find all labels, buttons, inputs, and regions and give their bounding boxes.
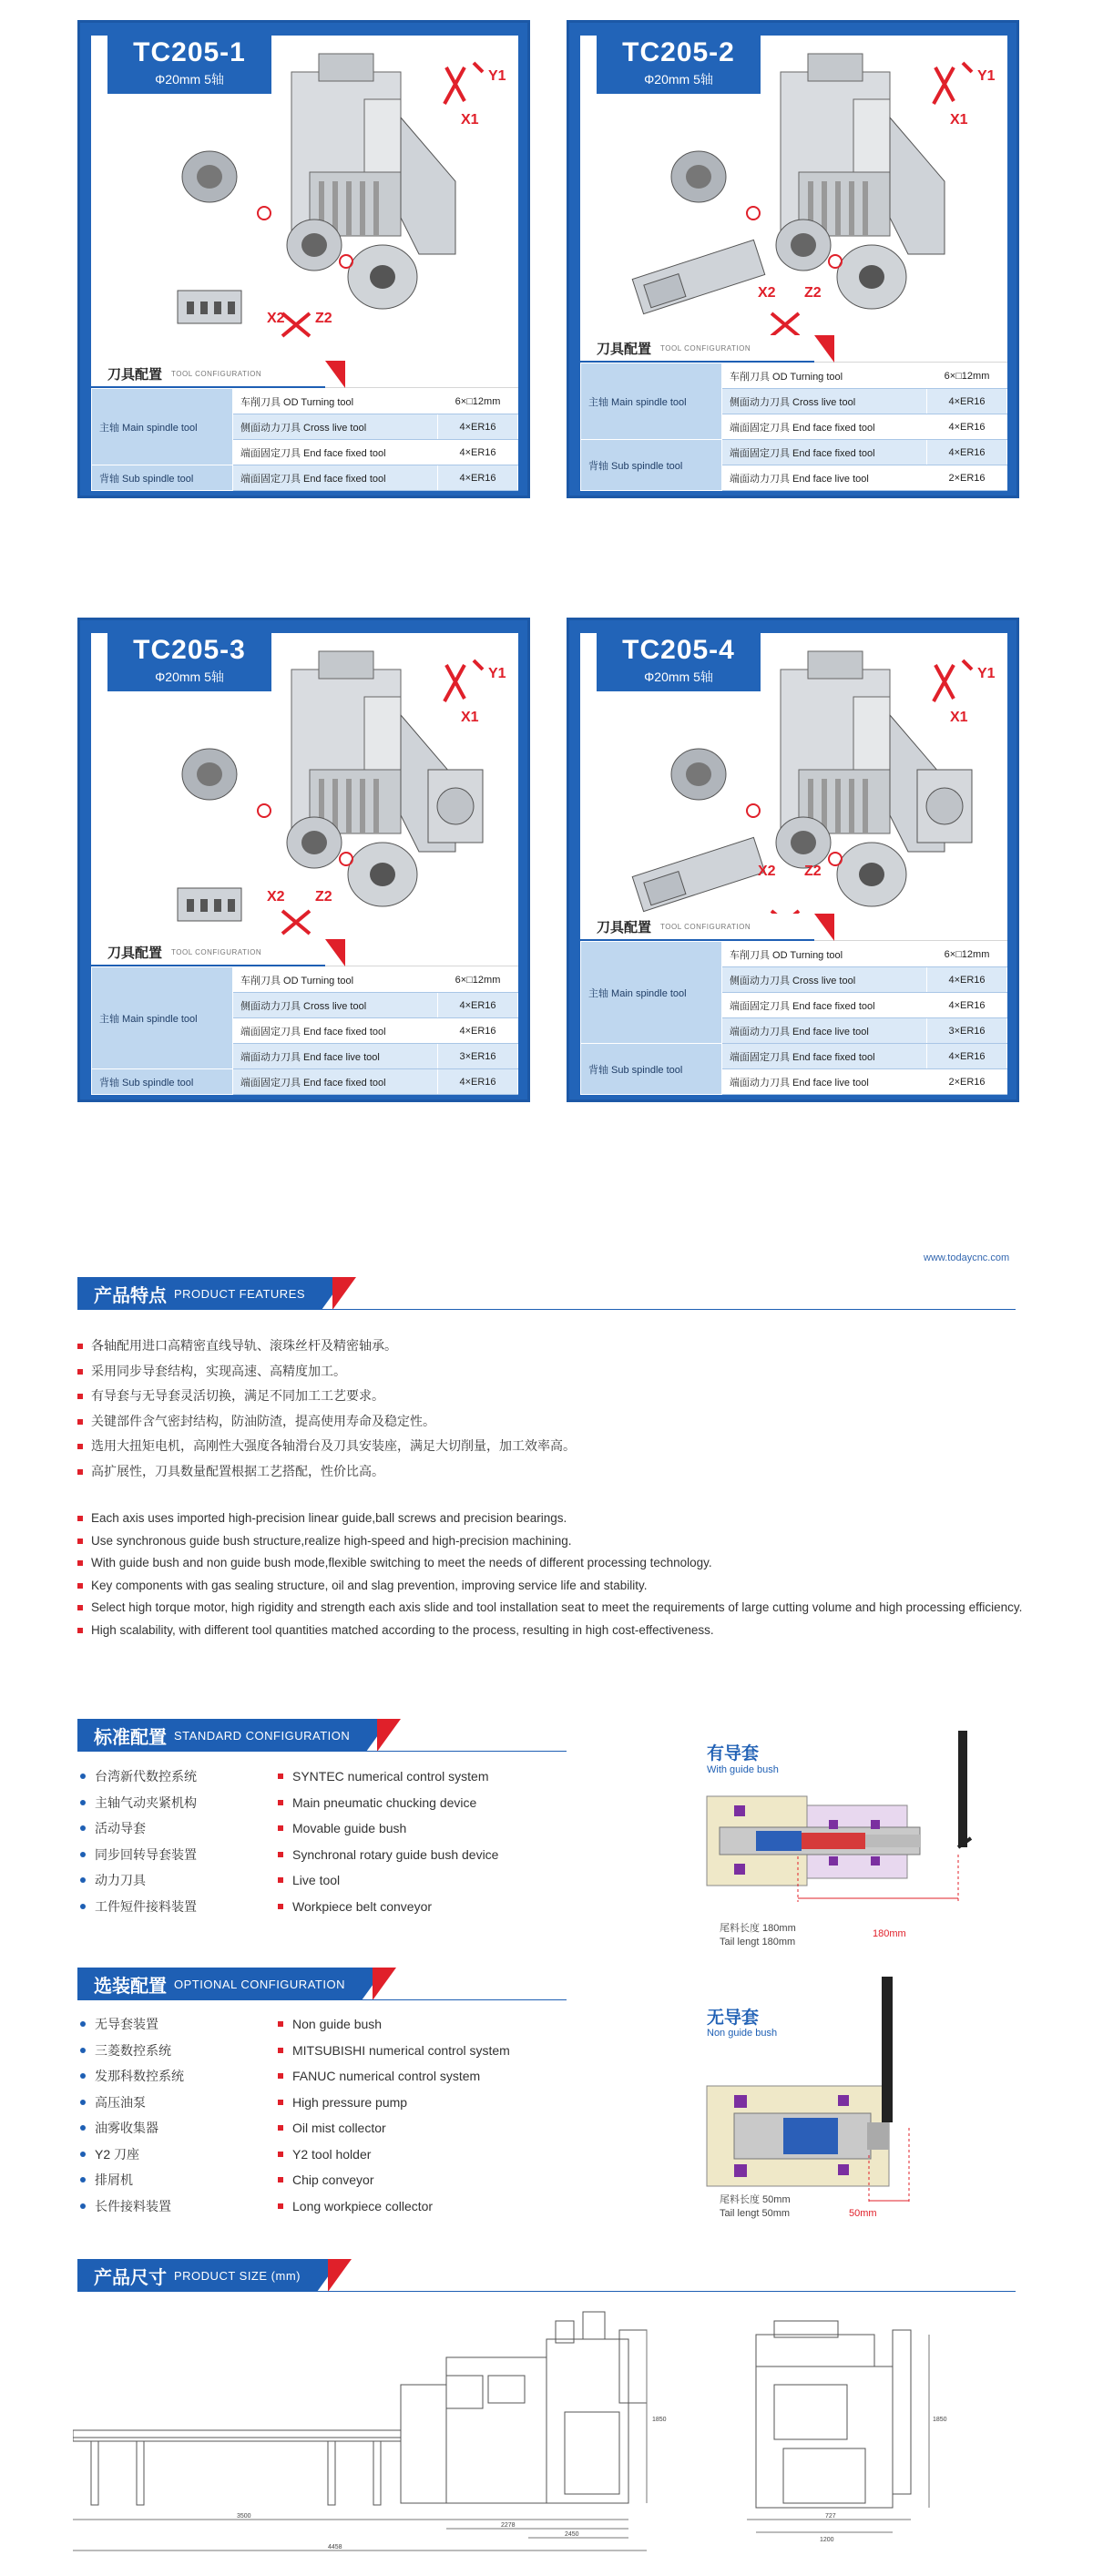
tool-row <box>581 440 1007 465</box>
tool-quantity: 4×ER16 <box>438 993 518 1018</box>
tool-name: 端面固定刀具 End face fixed tool <box>233 1018 438 1044</box>
with-bush-subtitle: With guide bush <box>707 1764 779 1775</box>
axis-x2-label: X2 <box>758 864 776 879</box>
axis-y1-label: Y1 <box>977 68 996 84</box>
with-bush-note-en: Tail lengt 180mm <box>720 1937 796 1947</box>
tool-table <box>580 941 1007 1095</box>
optional-item-zh: 高压油泵 <box>80 2090 262 2116</box>
standard-item-en: Workpiece belt conveyor <box>278 1894 569 1920</box>
standard-list-zh <box>80 1763 262 1919</box>
tool-quantity: 3×ER16 <box>927 1018 1007 1044</box>
features-title-en: PRODUCT FEATURES <box>174 1286 306 1301</box>
model-name: TC205-2 <box>622 37 735 67</box>
non-bush-dimension: 50mm <box>849 2208 877 2219</box>
standard-title-en: STANDARD CONFIGURATION <box>174 1728 351 1743</box>
tool-quantity: 4×ER16 <box>438 414 518 440</box>
standard-list-en <box>278 1763 569 1919</box>
tool-quantity: 4×ER16 <box>927 1044 1007 1069</box>
tool-name: 端面固定刀具 End face fixed tool <box>233 465 438 491</box>
tool-quantity: 4×ER16 <box>927 993 1007 1018</box>
side-view <box>747 2321 929 2532</box>
tool-configuration-heading <box>580 914 1007 941</box>
tool-heading-zh: 刀具配置 <box>107 946 163 961</box>
tool-quantity: 6×□12mm <box>438 967 518 993</box>
tool-heading-zh: 刀具配置 <box>597 342 652 357</box>
optional-item-en: Oil mist collector <box>278 2115 569 2142</box>
tool-heading-en: TOOL CONFIGURATION <box>171 948 262 956</box>
model-spec: Φ20mm 5轴 <box>644 670 713 684</box>
feature-item-en: Key components with gas sealing structure, oil and slag prevention, improving service life and stability. <box>77 1575 1029 1598</box>
tool-name: 侧面动力刀具 Cross live tool <box>722 389 927 414</box>
tool-row <box>581 942 1007 967</box>
model-card-1 <box>77 20 530 498</box>
optional-item-en: High pressure pump <box>278 2090 569 2116</box>
standard-item-zh: 工件短件接料装置 <box>80 1894 262 1920</box>
optional-item-zh: 三菱数控系统 <box>80 2038 262 2064</box>
axis-x2-label: X2 <box>267 889 285 905</box>
tool-quantity: 4×ER16 <box>438 1069 518 1095</box>
dim-1850: 1850 <box>652 2417 667 2423</box>
features-heading <box>77 1277 356 1310</box>
optional-item-zh: Y2 刀座 <box>80 2142 262 2168</box>
non-bush-note-zh: 尾料长度 50mm <box>720 2194 791 2205</box>
axis-x2-label: X2 <box>758 285 776 301</box>
feature-item-zh: 关键部件含气密封结构，防油防渣，提高使用寿命及稳定性。 <box>77 1409 1025 1435</box>
tool-quantity: 4×ER16 <box>927 389 1007 414</box>
tool-name: 端面固定刀具 End face fixed tool <box>722 440 927 465</box>
tool-quantity: 4×ER16 <box>927 440 1007 465</box>
tool-name: 端面固定刀具 End face fixed tool <box>722 414 927 440</box>
model-card-2 <box>567 20 1019 498</box>
model-name: TC205-3 <box>133 635 246 665</box>
feature-item-zh: 高扩展性，刀具数量配置根据工艺搭配，性价比高。 <box>77 1459 1025 1485</box>
non-bush-subtitle: Non guide bush <box>707 2028 778 2039</box>
features-rule <box>77 1309 1016 1310</box>
optional-item-zh: 发那科数控系统 <box>80 2063 262 2090</box>
tool-configuration <box>91 361 518 491</box>
size-title-en: PRODUCT SIZE (mm) <box>174 2268 301 2283</box>
tool-name: 车削刀具 OD Turning tool <box>233 967 438 993</box>
product-size-drawing <box>73 2303 1020 2571</box>
with-bush-title: 有导套 <box>707 1744 760 1763</box>
feature-item-en: Each axis uses imported high-precision linear guide,ball screws and precision bearings. <box>77 1508 1029 1530</box>
model-spec: Φ20mm 5轴 <box>155 72 224 87</box>
standard-item-zh: 动力刀具 <box>80 1867 262 1894</box>
standard-item-en: Live tool <box>278 1867 569 1894</box>
tool-configuration <box>91 939 518 1095</box>
with-guide-bush-diagram <box>701 1731 975 1949</box>
optional-item-en: Long workpiece collector <box>278 2193 569 2220</box>
tool-configuration <box>580 335 1007 491</box>
axis-z2-label: Z2 <box>804 864 822 879</box>
tool-row <box>581 1044 1007 1069</box>
dim-2278: 2278 <box>501 2522 516 2529</box>
dim-727: 727 <box>825 2513 836 2520</box>
tool-row <box>92 389 518 414</box>
tool-quantity: 4×ER16 <box>438 1018 518 1044</box>
standard-item-zh: 活动导套 <box>80 1815 262 1842</box>
non-bush-title: 无导套 <box>707 2009 760 2028</box>
tool-configuration-heading <box>580 335 1007 363</box>
spindle-group-label: 主轴 Main spindle tool <box>581 363 722 440</box>
features-list-en <box>77 1508 1029 1641</box>
optional-item-en: Non guide bush <box>278 2011 569 2038</box>
tool-row <box>92 465 518 491</box>
optional-title-en: OPTIONAL CONFIGURATION <box>174 1977 345 1991</box>
tool-name: 侧面动力刀具 Cross live tool <box>233 414 438 440</box>
card-title-block <box>107 629 271 691</box>
axis-z2-label: Z2 <box>315 311 332 326</box>
standard-rule <box>77 1751 567 1752</box>
feature-item-en: With guide bush and non guide bush mode,flexible switching to meet the needs of different processing technology. <box>77 1552 1029 1575</box>
website-url[interactable]: www.todaycnc.com <box>924 1252 1010 1263</box>
standard-item-en: SYNTEC numerical control system <box>278 1763 569 1790</box>
tool-name: 端面固定刀具 End face fixed tool <box>233 440 438 465</box>
card-title-block <box>597 629 761 691</box>
tool-row <box>92 1069 518 1095</box>
feature-item-en: Select high torque motor, high rigidity and strength each axis slide and tool installation seat to meet the requirements of large cutting volume and high processing efficiency. <box>77 1597 1029 1620</box>
tool-table <box>91 966 518 1095</box>
model-name: TC205-1 <box>133 37 246 67</box>
optional-item-zh: 长件接料装置 <box>80 2193 262 2220</box>
tool-quantity: 6×□12mm <box>438 389 518 414</box>
size-title-zh: 产品尺寸 <box>94 2267 167 2288</box>
standard-item-zh: 台湾新代数控系统 <box>80 1763 262 1790</box>
tool-name: 端面动力刀具 End face live tool <box>722 465 927 491</box>
tool-configuration-heading <box>91 939 518 966</box>
feature-item-zh: 有导套与无导套灵活切换，满足不同加工工艺要求。 <box>77 1384 1025 1409</box>
standard-heading <box>77 1719 401 1752</box>
non-bush-note-en: Tail lengt 50mm <box>720 2208 791 2219</box>
dim-2450: 2450 <box>565 2531 579 2538</box>
tool-row <box>581 363 1007 389</box>
tool-quantity: 2×ER16 <box>927 465 1007 491</box>
tool-quantity: 4×ER16 <box>438 465 518 491</box>
standard-item-en: Synchronal rotary guide bush device <box>278 1842 569 1868</box>
tool-name: 车削刀具 OD Turning tool <box>233 389 438 414</box>
optional-heading <box>77 1968 396 2000</box>
tool-quantity: 6×□12mm <box>927 942 1007 967</box>
optional-item-zh: 无导套装置 <box>80 2011 262 2038</box>
tool-row <box>92 967 518 993</box>
tool-quantity: 4×ER16 <box>927 967 1007 993</box>
size-rule <box>77 2291 1016 2292</box>
tool-name: 端面动力刀具 End face live tool <box>233 1044 438 1069</box>
tool-name: 侧面动力刀具 Cross live tool <box>233 993 438 1018</box>
dim-3500: 3500 <box>237 2513 251 2520</box>
front-view <box>73 2312 647 2550</box>
tool-name: 端面动力刀具 End face live tool <box>722 1069 927 1095</box>
tool-heading-en: TOOL CONFIGURATION <box>171 370 262 378</box>
card-title-block <box>107 32 271 94</box>
optional-title-zh: 选装配置 <box>94 1976 167 1997</box>
dim-1200: 1200 <box>820 2537 834 2543</box>
feature-item-zh: 各轴配用进口高精密直线导轨、滚珠丝杆及精密轴承。 <box>77 1334 1025 1359</box>
standard-item-en: Movable guide bush <box>278 1815 569 1842</box>
tool-configuration <box>580 914 1007 1095</box>
optional-item-en: Chip conveyor <box>278 2167 569 2193</box>
feature-item-zh: 选用大扭矩电机，高刚性大强度各轴滑台及刀具安装座，满足大切削量，加工效率高。 <box>77 1434 1025 1459</box>
tool-name: 端面动力刀具 End face live tool <box>722 1018 927 1044</box>
tool-name: 车削刀具 OD Turning tool <box>722 942 927 967</box>
model-card-3 <box>77 618 530 1102</box>
model-name: TC205-4 <box>622 635 735 665</box>
with-bush-dimension: 180mm <box>873 1928 906 1939</box>
card-title-block <box>597 32 761 94</box>
dim-side-1850: 1850 <box>933 2417 947 2423</box>
axis-x1-label: X1 <box>950 112 968 128</box>
axis-y1-label: Y1 <box>977 666 996 681</box>
dim-4458: 4458 <box>328 2544 342 2550</box>
spindle-group-label: 主轴 Main spindle tool <box>92 967 233 1069</box>
optional-list-en <box>278 2011 569 2219</box>
axis-x1-label: X1 <box>950 710 968 725</box>
tool-quantity: 3×ER16 <box>438 1044 518 1069</box>
tool-quantity: 4×ER16 <box>927 414 1007 440</box>
spindle-group-label: 背轴 Sub spindle tool <box>92 465 233 491</box>
axis-z2-label: Z2 <box>315 889 332 905</box>
tool-heading-zh: 刀具配置 <box>597 920 652 935</box>
features-title-zh: 产品特点 <box>94 1285 167 1306</box>
non-bush-note <box>720 2193 791 2221</box>
feature-item-en: High scalability, with different tool quantities matched according to the process, resulting in high cost-effectiveness. <box>77 1620 1029 1642</box>
optional-item-zh: 油雾收集器 <box>80 2115 262 2142</box>
model-card-4 <box>567 618 1019 1102</box>
standard-item-en: Main pneumatic chucking device <box>278 1790 569 1816</box>
standard-title-zh: 标准配置 <box>94 1727 167 1748</box>
axis-x1-label: X1 <box>461 112 479 128</box>
optional-item-zh: 排屑机 <box>80 2167 262 2193</box>
tool-name: 侧面动力刀具 Cross live tool <box>722 967 927 993</box>
with-bush-note <box>720 1922 796 1949</box>
features-list-zh <box>77 1334 1025 1484</box>
axis-y1-label: Y1 <box>488 68 506 84</box>
spindle-group-label: 主轴 Main spindle tool <box>581 942 722 1044</box>
tool-name: 端面固定刀具 End face fixed tool <box>722 993 927 1018</box>
size-heading <box>77 2259 352 2292</box>
model-spec: Φ20mm 5轴 <box>644 72 713 87</box>
spindle-group-label: 背轴 Sub spindle tool <box>92 1069 233 1095</box>
tool-table <box>580 363 1007 491</box>
feature-item-en: Use synchronous guide bush structure,realize high-speed and high-precision machining. <box>77 1530 1029 1553</box>
tool-heading-en: TOOL CONFIGURATION <box>660 923 751 931</box>
axis-x2-label: X2 <box>267 311 285 326</box>
spindle-group-label: 主轴 Main spindle tool <box>92 389 233 465</box>
tool-configuration-heading <box>91 361 518 388</box>
optional-item-en: Y2 tool holder <box>278 2142 569 2168</box>
feature-item-zh: 采用同步导套结构，实现高速、高精度加工。 <box>77 1359 1025 1385</box>
tool-name: 端面固定刀具 End face fixed tool <box>233 1069 438 1095</box>
optional-item-en: FANUC numerical control system <box>278 2063 569 2090</box>
optional-list-zh <box>80 2011 262 2219</box>
tool-heading-zh: 刀具配置 <box>107 367 163 383</box>
spindle-group-label: 背轴 Sub spindle tool <box>581 1044 722 1095</box>
tool-name: 车削刀具 OD Turning tool <box>722 363 927 389</box>
axis-y1-label: Y1 <box>488 666 506 681</box>
model-spec: Φ20mm 5轴 <box>155 670 224 684</box>
standard-item-zh: 同步回转导套装置 <box>80 1842 262 1868</box>
axis-z2-label: Z2 <box>804 285 822 301</box>
tool-table <box>91 388 518 491</box>
tool-quantity: 2×ER16 <box>927 1069 1007 1095</box>
optional-rule <box>77 1999 567 2000</box>
tool-quantity: 4×ER16 <box>438 440 518 465</box>
spindle-group-label: 背轴 Sub spindle tool <box>581 440 722 491</box>
axis-x1-label: X1 <box>461 710 479 725</box>
tool-heading-en: TOOL CONFIGURATION <box>660 344 751 353</box>
standard-item-zh: 主轴气动夹紧机构 <box>80 1790 262 1816</box>
tool-quantity: 6×□12mm <box>927 363 1007 389</box>
tool-name: 端面固定刀具 End face fixed tool <box>722 1044 927 1069</box>
optional-item-en: MITSUBISHI numerical control system <box>278 2038 569 2064</box>
with-bush-note-zh: 尾料长度 180mm <box>720 1923 796 1934</box>
